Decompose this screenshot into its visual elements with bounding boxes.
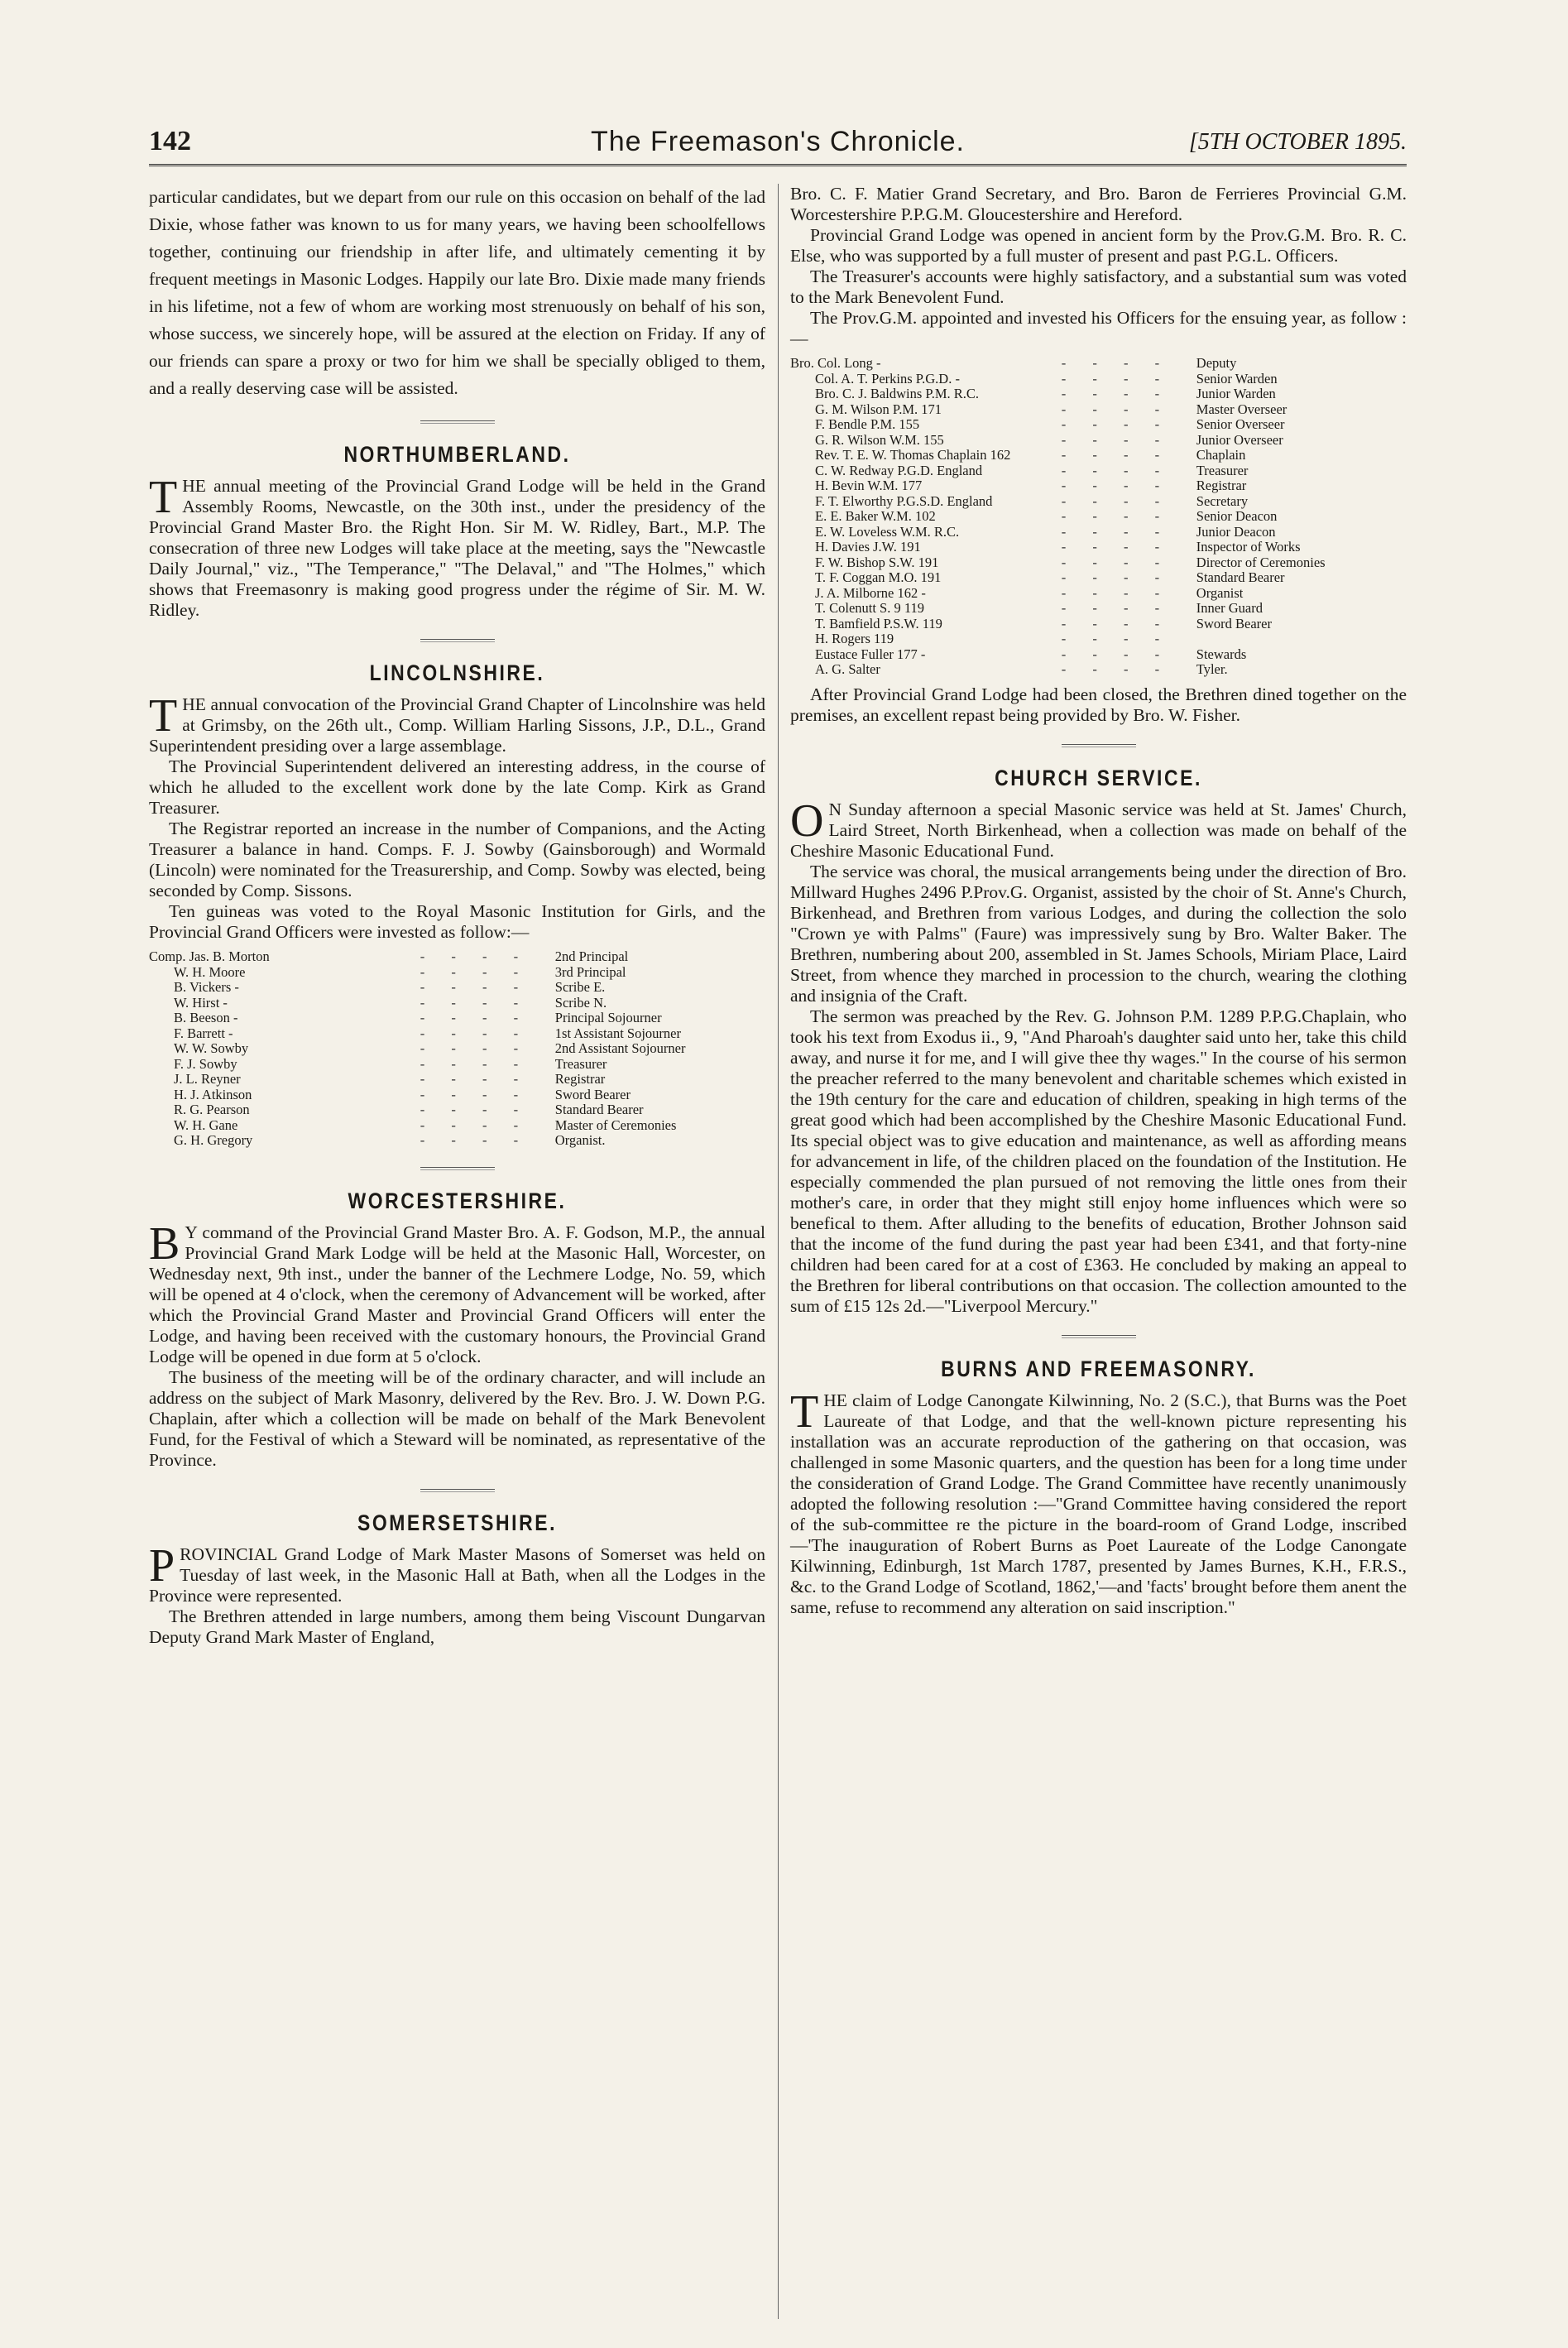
drop-cap: O	[790, 795, 824, 847]
lincolnshire-paragraph: The Registrar reported an increase in the number of Companions, and the Acting Treasurer a balance in hand. Comps. F. J. Sowby (Gainsborough) and Wormald (Lincoln) were nominated for the Treasurership, and Comp. Sowby was elected, being seconded by Comp. Sissons.	[149, 819, 765, 900]
officer-office: Deputy	[1196, 355, 1237, 371]
officer-row	[149, 1011, 765, 1026]
officer-name: T. F. Coggan M.O. 191	[815, 569, 942, 585]
officer-office: Inspector of Works	[1196, 539, 1301, 555]
lincolnshire-paragraph: THE annual convocation of the Provincial Grand Chapter of Lincolnshire was held at Grimsby, on the 26th ult., Comp. William Harling Sissons, J.P., D.L., Grand Superintendent presiding over a large assemblage.	[149, 690, 765, 756]
officer-name: F. Barrett -	[174, 1025, 233, 1041]
issue-date: [5TH OCTOBER 1895.	[1188, 129, 1407, 155]
somerset-continued-paragraph: After Provincial Grand Lodge had been closed, the Brethren dined together on the premises, an excellent repast being provided by Bro. W. Fisher.	[790, 684, 1407, 725]
leader-dashes: - - - -	[1061, 646, 1172, 662]
officer-name: G. H. Gregory	[174, 1132, 253, 1148]
officer-row	[790, 463, 1407, 479]
church-service-paragraph: The sermon was preached by the Rev. G. Johnson P.M. 1289 P.P.G.Chaplain, who took his text from Exodus ii., 9, "And Pharoah's daughter said unto her, take this child away, and nurse it for me, and I will give thee thy wages." In the course of his sermon the preacher referred to the many benevolent and charitable schemes which existed in the 19th century for the care and education of children, speaking in high terms of the great good which had been accomplished by the Cheshire Masonic Educational Fund. Its special object was to give education and maintenance, as well as affording means for advancement in life, of the children placed on the foundation of the Institution. He especially commended the plan pursued of not removing the little ones from their mother's care, in order that they might still enjoy home influences which were so benefical to them. After alluding to the benefits of education, Brother Johnson said that the income of the fund during the past year had been £341, and that forty-nine children had been cared for at a cost of £363. He concluded by making an appeal to the Brethren for liberal contributions on that occasion. The collection amounted to the sum of £15 12s 2d.—"Liverpool Mercury."	[790, 1006, 1407, 1316]
officer-row	[790, 478, 1407, 494]
section-separator	[420, 639, 495, 642]
leader-dashes: - - - -	[1061, 523, 1172, 540]
officer-name: G. R. Wilson W.M. 155	[815, 431, 944, 448]
section-separator	[1062, 1335, 1136, 1338]
leader-dashes: - - - -	[1061, 600, 1172, 616]
section-separator	[420, 420, 495, 424]
officer-row	[790, 647, 1407, 663]
leader-dashes: - - - -	[1061, 631, 1172, 646]
worcestershire-paragraph: B Y command of the Provincial Grand Master Bro. A. F. Godson, M.P., the annual Provincial Grand Mark Lodge will be held at the Masonic Hall, Worcester, on Wednesday next, 9th inst., under the banner of the Lechmere Lodge, No. 59, which will be opened at 4 o'clock, when the ceremony of Advancement will be worked, after which the Provincial Grand Master and Provincial Grand Officers will enter the Lodge, and having been received with the customary honours, the Provincial Grand Lodge will be opened in due form at 5 o'clock.	[149, 1217, 765, 1366]
lincolnshire-officers-table	[149, 949, 765, 1149]
officer-name: W. H. Gane	[174, 1116, 238, 1133]
officer-office: Master of Ceremonies	[554, 1116, 677, 1133]
officer-name: J. L. Reyner	[174, 1071, 241, 1087]
leader-dashes: - - - -	[1061, 584, 1172, 601]
section-separator	[1062, 744, 1136, 747]
officer-row	[790, 402, 1407, 418]
officer-office: Standard Bearer	[1196, 569, 1285, 585]
drop-cap: T	[149, 472, 178, 523]
officer-row	[790, 494, 1407, 510]
officer-name: W. Hirst -	[174, 994, 228, 1011]
column-rule	[778, 184, 779, 2319]
right-column	[790, 184, 1407, 1618]
officer-row	[149, 965, 765, 981]
officer-office: Sword Bearer	[1196, 615, 1272, 631]
officer-row	[790, 586, 1407, 602]
somerset-continued-paragraph: The Treasurer's accounts were highly satisfactory, and a substantial sum was voted to the Mark Benevolent Fund.	[790, 266, 1407, 307]
page-number: 142	[149, 126, 191, 156]
officer-name: E. W. Loveless W.M. R.C.	[815, 523, 960, 540]
officer-name: Eustace Fuller 177 -	[815, 646, 926, 662]
officer-office: Sword Bearer	[554, 1086, 631, 1102]
officer-row	[790, 509, 1407, 525]
officer-name: H. Bevin W.M. 177	[815, 478, 923, 493]
officer-office: 2nd Assistant Sojourner	[554, 1040, 686, 1056]
officer-row	[790, 372, 1407, 387]
officer-name: B. Beeson -	[174, 1010, 238, 1025]
officer-office: Director of Ceremonies	[1196, 554, 1326, 570]
section-heading-lincolnshire: LINCOLNSHIRE.	[369, 660, 545, 685]
officer-office: Master Overseer	[1196, 401, 1287, 417]
officer-name: F. W. Bishop S.W. 191	[815, 554, 939, 570]
officer-name: C. W. Redway P.G.D. England	[815, 462, 983, 478]
officer-name: G. M. Wilson P.M. 171	[815, 401, 942, 417]
officer-row	[149, 980, 765, 996]
officer-name: B. Vickers -	[174, 979, 239, 995]
leader-dashes: - - - -	[1061, 416, 1172, 432]
officer-name: H. Rogers 119	[815, 631, 894, 646]
left-column	[149, 184, 765, 1648]
drop-cap: T	[790, 1385, 819, 1438]
section-heading-worcestershire: WORCESTERSHIRE.	[348, 1188, 567, 1213]
officer-name: R. G. Pearson	[174, 1102, 250, 1117]
officer-name: F. T. Elworthy P.G.S.D. England	[815, 492, 993, 509]
officer-office: Senior Deacon	[1196, 508, 1278, 524]
officer-row	[149, 1088, 765, 1103]
officer-office: Scribe E.	[554, 979, 606, 995]
somerset-continued-paragraph: The Prov.G.M. appointed and invested his Officers for the ensuing year, as follow :—	[790, 308, 1407, 348]
officer-office: Junior Deacon	[1196, 523, 1276, 540]
officer-office: Principal Sojourner	[554, 1010, 662, 1025]
northumberland-paragraph: THE annual meeting of the Provincial Grand Lodge will be held in the Grand Assembly Rooms, Newcastle, on the 30th inst., under the presidency of the Provincial Grand Master Bro. the Right Hon. Sir M. W. Ridley, Bart., M.P. The consecration of three new Lodges will take place at the meeting, says the "Newcastle Daily Journal," viz., "The Temperance," "The Delaval," and "The Holmes," which shows that Freemasonry is making good progress under the régime of Sir. M. W. Ridley.	[149, 472, 765, 620]
section-heading-burns: BURNS AND FREEMASONRY.	[941, 1356, 1256, 1381]
leader-dashes: - - - -	[1061, 431, 1172, 448]
officer-name: J. A. Milborne 162 -	[815, 584, 926, 601]
church-service-paragraph: O N Sunday afternoon a special Masonic service was held at St. James' Church, Laird Street, North Birkenhead, when a collection was made on behalf of the Cheshire Masonic Educational Fund.	[790, 795, 1407, 861]
section-separator	[420, 1167, 495, 1170]
somerset-officers-table	[790, 356, 1407, 678]
worcestershire-paragraph: The business of the meeting will be of the ordinary character, and will include an address on the subject of Mark Masonry, delivered by the Rev. Bro. J. W. Down P.G. Chaplain, after which a collection will be made on behalf of the Mark Benevolent Fund, for the Festival of which a Steward will be nominated, as representative of the Province.	[149, 1366, 765, 1470]
leader-dashes: - - - -	[420, 1086, 530, 1102]
section-heading-church-service: CHURCH SERVICE.	[995, 765, 1202, 790]
somersetshire-paragraph: PROVINCIAL Grand Lodge of Mark Master Masons of Somerset was held on Tuesday of last week, in the Masonic Hall at Bath, when all the Lodges in the Province were represented.	[149, 1539, 765, 1606]
burns-paragraph: THE claim of Lodge Canongate Kilwinning, No. 2 (S.C.), that Burns was the Poet Laureate of that Lodge, and that the well-known picture representing his installation was an accurate reproduction of the gathering on that occasion, was challenged in some Masonic quarters, and the question has been for a long time under the consideration of Grand Lodge. The Grand Committee have recently unanimously adopted the following resolution :—"Grand Committee having considered the report of the sub-committee re the picture in the board-room of Grand Lodge, inscribed—'The inauguration of Robert Burns as Poet Laureate of the Lodge Canongate Kilwinning, Edinburgh, 1st March 1787, presented by James Burnes, K.H., F.R.S., &c. to the Grand Lodge of Scotland, 1862,'—and 'facts' brought before them anent the same, refuse to recommend any alteration on said inscription."	[790, 1385, 1407, 1617]
officer-office: Treasurer	[554, 1055, 607, 1072]
drop-cap: B	[149, 1217, 180, 1270]
officer-row	[790, 631, 1407, 647]
officer-office: Inner Guard	[1196, 600, 1263, 616]
leader-dashes: - - - -	[1061, 355, 1172, 371]
section-separator	[420, 1489, 495, 1492]
leader-dashes: - - - -	[420, 1010, 530, 1025]
officer-row	[149, 1072, 765, 1088]
page-header	[149, 126, 1407, 164]
officer-row	[149, 996, 765, 1011]
officer-row	[790, 387, 1407, 402]
officer-row	[149, 949, 765, 965]
officer-name: Bro. Col. Long -	[790, 355, 881, 371]
officer-name: T. Bamfield P.S.W. 119	[815, 615, 942, 631]
officer-name: H. Davies J.W. 191	[815, 539, 921, 555]
leader-dashes: - - - -	[1061, 615, 1172, 631]
drop-cap: T	[149, 690, 178, 742]
lincolnshire-paragraph: Ten guineas was voted to the Royal Masonic Institution for Girls, and the Provincial Grand Officers were invested as follow:—	[149, 901, 765, 942]
officer-office: Organist.	[554, 1132, 606, 1148]
leader-dashes: - - - -	[420, 1055, 530, 1072]
leader-dashes: - - - -	[1061, 661, 1172, 677]
officer-row	[149, 1133, 765, 1149]
officer-row	[790, 448, 1407, 463]
somerset-continued-paragraph: Provincial Grand Lodge was opened in ancient form by the Prov.G.M. Bro. R. C. Else, who was supported by a full muster of present and past P.G.L. Officers.	[790, 225, 1407, 266]
section-heading-somersetshire: SOMERSETSHIRE.	[357, 1510, 558, 1535]
officer-row	[790, 356, 1407, 372]
officer-name: A. G. Salter	[815, 661, 880, 677]
officer-row	[790, 662, 1407, 678]
leader-dashes: - - - -	[420, 1025, 530, 1041]
leader-dashes: - - - -	[420, 1102, 530, 1117]
leader-dashes: - - - -	[420, 1040, 530, 1056]
officer-office: 3rd Principal	[554, 963, 626, 980]
officer-office: Senior Overseer	[1196, 416, 1285, 432]
officer-name: E. E. Baker W.M. 102	[815, 508, 936, 524]
officer-row	[790, 433, 1407, 449]
leader-dashes: - - - -	[420, 948, 530, 964]
officer-row	[790, 540, 1407, 555]
leader-dashes: - - - -	[1061, 508, 1172, 524]
officer-row	[790, 525, 1407, 540]
officer-office: Secretary	[1196, 492, 1249, 509]
officer-office: Registrar	[554, 1071, 606, 1087]
officer-name: Col. A. T. Perkins P.G.D. -	[815, 370, 960, 387]
officer-row	[149, 1057, 765, 1073]
leader-dashes: - - - -	[420, 979, 530, 995]
officer-name: H. J. Atkinson	[174, 1086, 252, 1102]
leader-dashes: - - - -	[420, 963, 530, 980]
somersetshire-paragraph: The Brethren attended in large numbers, among them being Viscount Dungarvan Deputy Grand Mark Master of England,	[149, 1606, 765, 1647]
officer-name: W. H. Moore	[174, 963, 246, 980]
leader-dashes: - - - -	[1061, 370, 1172, 387]
officer-office: 1st Assistant Sojourner	[554, 1025, 681, 1041]
officer-row	[790, 570, 1407, 586]
officer-row	[149, 1041, 765, 1057]
leader-dashes: - - - -	[1061, 492, 1172, 509]
officer-row	[149, 1026, 765, 1042]
officer-office: Junior Warden	[1196, 386, 1276, 401]
leader-dashes: - - - -	[1061, 554, 1172, 570]
leader-dashes: - - - -	[420, 1132, 530, 1148]
officer-name: Rev. T. E. W. Thomas Chaplain 162	[815, 447, 1011, 463]
officer-office: Chaplain	[1196, 447, 1246, 463]
officer-office: Treasurer	[1196, 462, 1249, 478]
leader-dashes: - - - -	[1061, 569, 1172, 585]
publication-title: The Freemason's Chronicle.	[591, 126, 965, 157]
lincolnshire-paragraph: The Provincial Superintendent delivered an interesting address, in the course of which he alluded to the excellent work done by the late Comp. Kirk as Grand Treasurer.	[149, 756, 765, 818]
leader-dashes: - - - -	[1061, 539, 1172, 555]
officer-row	[149, 1102, 765, 1118]
section-heading-northumberland: NORTHUMBERLAND.	[343, 442, 571, 467]
officer-office	[1185, 631, 1407, 647]
officer-name: Comp. Jas. B. Morton	[149, 948, 270, 964]
officer-office: Scribe N.	[554, 994, 607, 1011]
officer-name: T. Colenutt S. 9 119	[815, 600, 924, 616]
officer-row	[790, 601, 1407, 617]
officer-office: Registrar	[1196, 478, 1247, 493]
leader-dashes: - - - -	[420, 1071, 530, 1087]
officer-office: Junior Overseer	[1196, 431, 1283, 448]
officer-row	[790, 617, 1407, 632]
leader-dashes: - - - -	[420, 1116, 530, 1133]
officer-office: Tyler.	[1196, 661, 1228, 677]
officer-office: Standard Bearer	[554, 1102, 644, 1117]
leader-dashes: - - - -	[1061, 401, 1172, 417]
officer-office: 2nd Principal	[554, 948, 629, 964]
officer-row	[149, 1118, 765, 1134]
church-service-paragraph: The service was choral, the musical arrangements being under the direction of Bro. Millward Hughes 2496 P.Prov.G. Organist, assisted by the choir of St. Anne's Church, Birkenhead, and Brethren from various Lodges, and during the collection the solo "Crown ye with Palms" (Faure) was impressively sung by Bro. Walter Baker. The Brethren, numbering about 200, assembled in St. James Schools, Miriam Place, Laird Street, from whence they marched in procession to the church, wearing the clothing and insignia of the Craft.	[790, 861, 1407, 1006]
drop-cap: P	[149, 1539, 175, 1592]
officer-row	[790, 555, 1407, 571]
officer-row	[790, 417, 1407, 433]
somerset-continued-paragraph: Bro. C. F. Matier Grand Secretary, and Bro. Baron de Ferrieres Provincial G.M. Worcestershire P.P.G.M. Gloucestershire and Hereford.	[790, 184, 1407, 224]
header-rule	[149, 164, 1407, 166]
officer-name: F. Bendle P.M. 155	[815, 416, 920, 432]
officer-name: Bro. C. J. Baldwins P.M. R.C.	[815, 386, 980, 401]
officer-office: Senior Warden	[1196, 370, 1278, 387]
leader-dashes: - - - -	[1061, 386, 1172, 401]
officer-office: Organist	[1196, 584, 1244, 601]
leader-dashes: - - - -	[1061, 478, 1172, 493]
officer-office: Stewards	[1196, 646, 1247, 662]
leader-dashes: - - - -	[1061, 447, 1172, 463]
leader-dashes: - - - -	[1061, 462, 1172, 478]
leader-dashes: - - - -	[420, 994, 530, 1011]
intro-paragraph: particular candidates, but we depart from our rule on this occasion on behalf of the lad Dixie, whose father was known to us for many years, we having been schoolfellows together, continuing our friendship in after life, and ultimately cementing it by frequent meetings in Masonic Lodges. Happily our late Bro. Dixie made many friends in his lifetime, not a few of whom are working most strenuously on behalf of his son, whose success, we sincerely hope, will be assured at the election on Friday. If any of our friends can spare a proxy or two for him we shall be specially obliged to them, and a really deserving case will be assisted.	[149, 187, 765, 398]
officer-name: W. W. Sowby	[174, 1040, 249, 1056]
officer-name: F. J. Sowby	[174, 1055, 237, 1072]
